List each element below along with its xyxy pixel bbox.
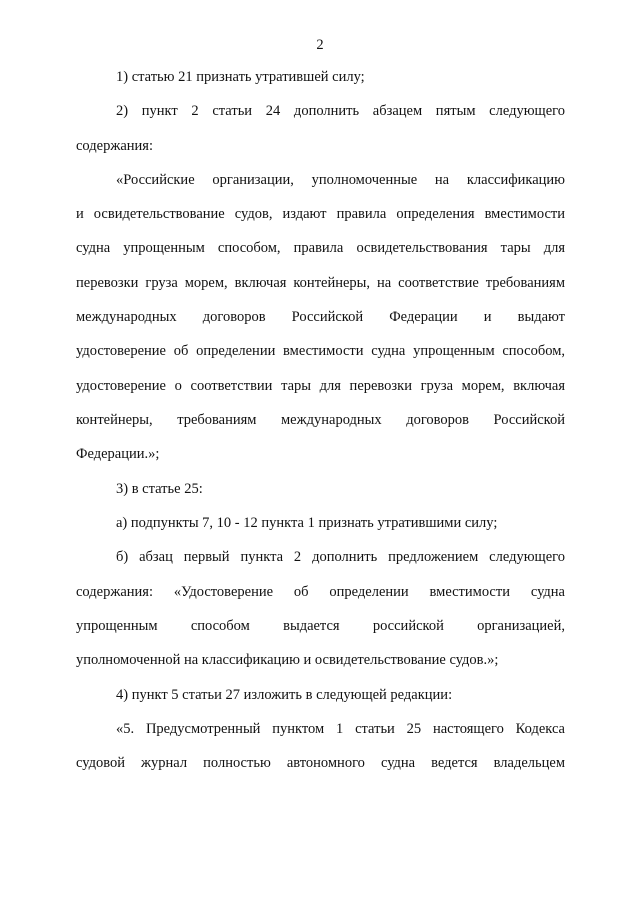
text-line: Федерации.»; [76, 446, 160, 462]
text-line: контейнеры, требованиям международных договоров Российской [76, 412, 565, 428]
text-line: 4) пункт 5 статьи 27 изложить в следующей редакции: [116, 687, 453, 703]
text-line: 1) статью 21 признать утратившей силу; [116, 69, 365, 85]
text-line: уполномоченной на классификацию и освидетельствование судов.»; [76, 652, 499, 668]
text-line: и освидетельствование судов, издают правила определения вместимости [76, 206, 565, 222]
text-line: «5. Предусмотренный пунктом 1 статьи 25 настоящего Кодекса [116, 721, 565, 737]
text-line: судовой журнал полностью автономного судна ведется владельцем [76, 755, 565, 771]
text-line: «Российские организации, уполномоченные на классификацию [116, 172, 565, 188]
text-line: б) абзац первый пункта 2 дополнить предложением следующего [116, 549, 565, 565]
text-line: а) подпункты 7, 10 - 12 пункта 1 признать утратившими силу; [116, 515, 498, 531]
text-line: международных договоров Российской Федерации и выдают [76, 309, 565, 325]
text-line: содержания: [76, 138, 154, 154]
text-line: перевозки груза морем, включая контейнеры, на соответствие требованиям [76, 275, 565, 291]
text-line: 2) пункт 2 статьи 24 дополнить абзацем пятым следующего [116, 103, 565, 119]
text-line: судна упрощенным способом, правила освидетельствования тары для [76, 240, 565, 256]
text-line: удостоверение об определении вместимости судна упрощенным способом, [76, 343, 565, 359]
page-number: 2 [316, 37, 324, 53]
text-line: удостоверение о соответствии тары для перевозки груза морем, включая [76, 378, 565, 394]
text-line: 3) в статье 25: [116, 481, 203, 497]
text-line: содержания: «Удостоверение об определении вместимости судна [76, 584, 565, 600]
text-line: упрощенным способом выдается российской организацией, [76, 618, 565, 634]
